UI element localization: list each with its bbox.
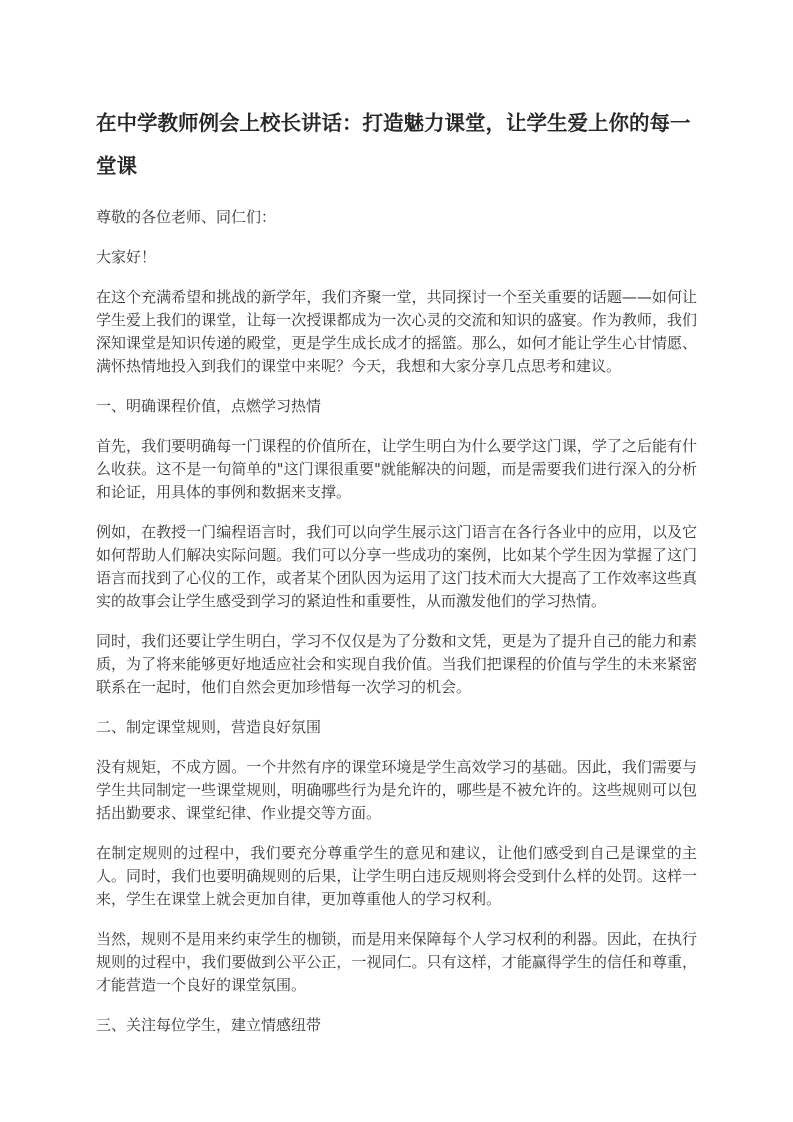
section2-paragraph-3: 当然，规则不是用来约束学生的枷锁，而是用来保障每个人学习权利的利器。因此，在执行规则的过程中，我们要做到公平公正，一视同仁。只有这样，才能赢得学生的信任和尊重，才能营造一个良好的课堂氛围。: [96, 930, 697, 994]
section1-paragraph-2: 例如，在教授一门编程语言时，我们可以向学生展示这门语言在各行各业中的应用，以及它如何帮助人们解决实际问题。我们可以分享一些成功的案例，比如某个学生因为掌握了这门语言而找到了心仪的工作，或者某个团队因为运用了这门技术而大大提高了工作效率这些真实的故事会让学生感受到学习的紧迫性和重要性，从而激发他们的学习热情。: [96, 523, 697, 610]
section2-paragraph-1: 没有规矩，不成方圆。一个井然有序的课堂环境是学生高效学习的基础。因此，我们需要与学生共同制定一些课堂规则，明确哪些行为是允许的，哪些是不被允许的。这些规则可以包括出勤要求、课堂纪律、作业提交等方面。: [96, 758, 697, 822]
section1-paragraph-1: 首先，我们要明确每一门课程的价值所在，让学生明白为什么要学这门课，学了之后能有什么收获。这不是一句简单的"这门课很重要"就能解决的问题，而是需要我们进行深入的分析和论证，用具体的事例和数据来支撑。: [96, 437, 697, 501]
section1-paragraph-3: 同时，我们还要让学生明白，学习不仅仅是为了分数和文凭，更是为了提升自己的能力和素质，为了将来能够更好地适应社会和实现自我价值。当我们把课程的价值与学生的未来紧密联系在一起时，他们自然会更加珍惜每一次学习的机会。: [96, 632, 697, 696]
salutation-line: 尊敬的各位老师、同仁们：: [96, 208, 277, 226]
section-heading-3: 三、关注每位学生，建立情感纽带: [96, 1016, 322, 1034]
greeting-line: 大家好！: [96, 248, 157, 266]
document-title: 在中学教师例会上校长讲话：打造魅力课堂，让学生爱上你的每一堂课: [96, 111, 691, 178]
intro-paragraph: 在这个充满希望和挑战的新学年，我们齐聚一堂，共同探讨一个至关重要的话题——如何让学生爱上我们的课堂，让每一次授课都成为一次心灵的交流和知识的盛宴。作为教师，我们深知课堂是知识传递的殿堂，更是学生成长成才的摇篮。那么，如何才能让学生心甘情愿、满怀热情地投入到我们的课堂中来呢？今天，我想和大家分享几点思考和建议。: [96, 288, 697, 375]
section-heading-2: 二、制定课堂规则，营造良好氛围: [96, 718, 322, 736]
section-heading-1: 一、明确课程价值，点燃学习热情: [96, 397, 322, 415]
section2-paragraph-2: 在制定规则的过程中，我们要充分尊重学生的意见和建议，让他们感受到自己是课堂的主人。同时，我们也要明确规则的后果，让学生明白违反规则将会受到什么样的处罚。这样一来，学生在课堂上就会更加自律，更加尊重他人的学习权利。: [96, 844, 697, 908]
